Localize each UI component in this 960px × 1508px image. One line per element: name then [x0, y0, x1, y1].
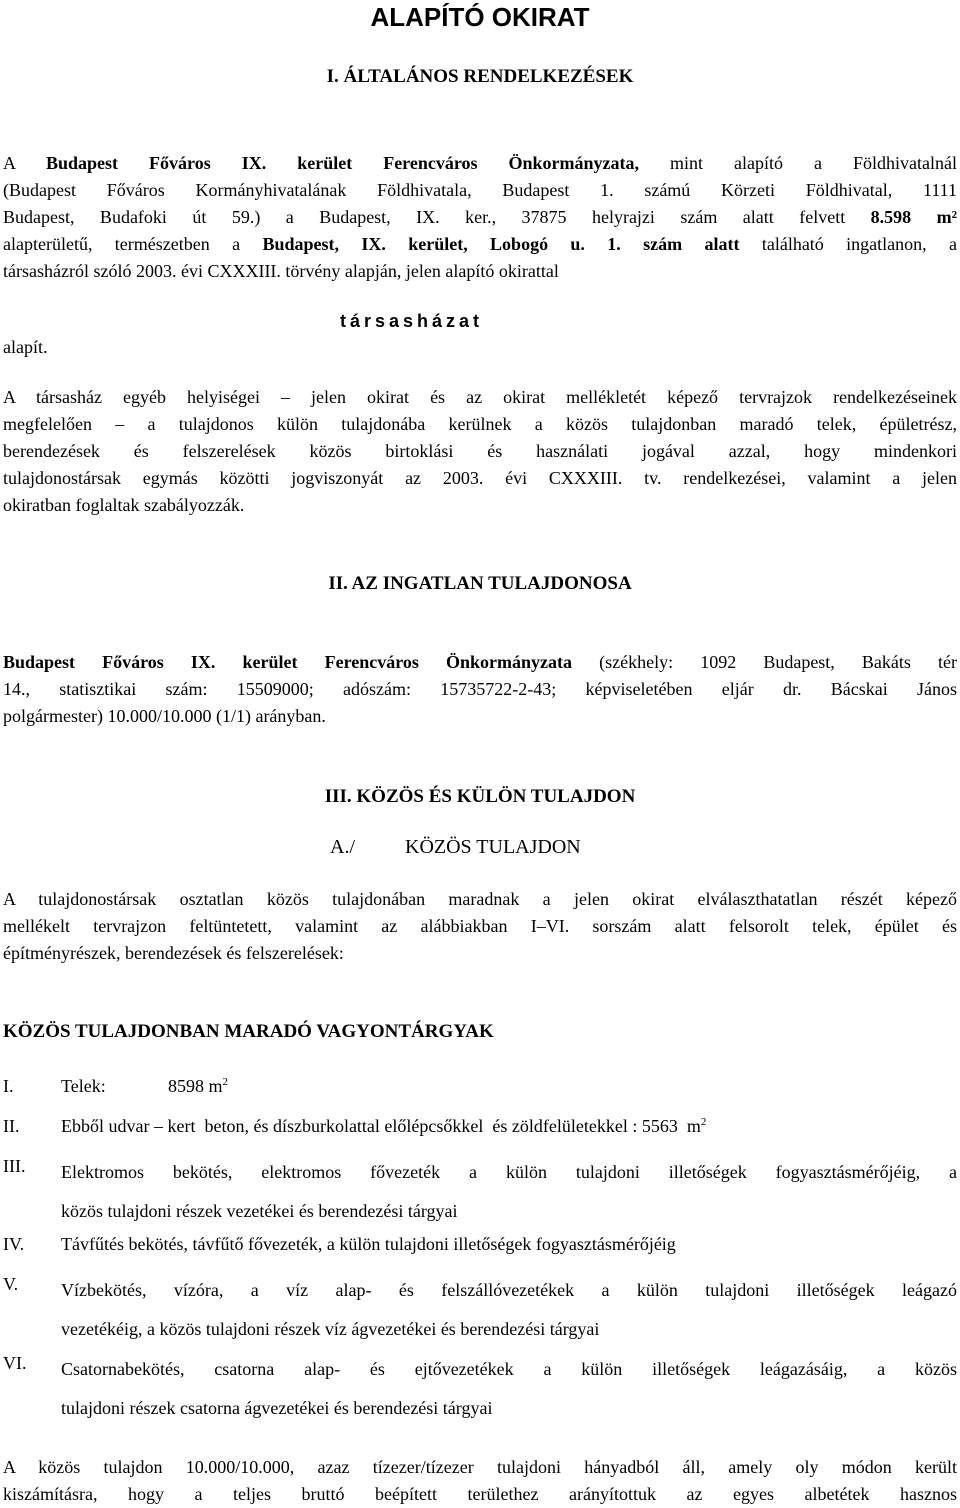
alapit-word: alapít. [3, 337, 48, 357]
para-line: társasházról szóló 2003. évi CXXXIII. törvény alapján, jelen alapító okirattal [3, 261, 559, 281]
item-number: IV. [3, 1234, 25, 1254]
final-paragraph [3, 1454, 957, 1508]
section-3-heading: III. KÖZÖS ÉS KÜLÖN TULAJDON [324, 786, 636, 807]
subsection-label: A./ [330, 836, 355, 858]
owner-name-bold: Budapest Főváros IX. kerület Ferencváros Önkormányzata, [46, 153, 640, 173]
para-line: berendezések és felszerelések közös birtoklási és használati jogával azzal, hogy mindenkori [3, 441, 957, 461]
para-line: (Budapest Főváros Kormányhivatalának Földhivatala, Budapest 1. számú Körzeti Földhivatal, 1111 [3, 180, 957, 200]
section-3-paragraph [3, 886, 957, 967]
para-line [3, 204, 957, 231]
list-item [3, 1271, 957, 1351]
list-heading: KÖZÖS TULAJDONBAN MARADÓ VAGYONTÁRGYAK [3, 1021, 494, 1042]
area-bold: 8.598 m² [870, 207, 957, 227]
address-bold: Budapest, IX. kerület, Lobogó u. 1. szám alatt [262, 234, 740, 254]
list-item [3, 1231, 957, 1258]
item-text [61, 1113, 706, 1140]
item-line: Távfűtés bekötés, távfűtő fővezeték, a külön tulajdoni illetőségek fogyasztásmérőjéig [61, 1234, 676, 1254]
superscript: 2 [700, 1116, 707, 1128]
tarsashazat-word: társasházat [340, 311, 484, 331]
para-line: építményrészek, berendezések és felszerelések: [3, 943, 344, 963]
para-line: A társasház egyéb helyiségei – jelen okirat és az okirat mellékletét képező tervrajzok rendelkezéseinek [3, 387, 957, 407]
text-run: Ebből udvar – kert beton, és díszburkolattal előlépcsőkkel és zöldfelületekkel : 5563 m [61, 1116, 701, 1136]
text-run: mint alapító a Földhivatalnál [639, 153, 957, 173]
item-value [168, 1073, 228, 1100]
item-line: tulajdoni részek csatorna ágvezetékei és berendezési tárgyai [61, 1398, 493, 1418]
text-run: A [3, 153, 47, 173]
superscript: 2 [222, 1076, 229, 1088]
text-run: alapterületű, természetben a [3, 234, 263, 254]
item-number: II. [3, 1116, 20, 1136]
item-line: Elektromos bekötés, elektromos fővezeték a külön tulajdoni illetőségek fogyasztásmérőjéig, a [61, 1162, 957, 1182]
subsection-title: KÖZÖS TULAJDON [405, 836, 581, 858]
item-text [61, 1153, 957, 1231]
item-text [61, 1271, 957, 1349]
item-number: III. [3, 1156, 26, 1176]
section-2-heading: II. AZ INGATLAN TULAJDONOSA [328, 573, 632, 594]
item-text [61, 1231, 957, 1258]
para-line: okiratban foglaltak szabályozzák. [3, 495, 245, 515]
item-text [61, 1350, 957, 1428]
para-line: tulajdonostársak egymás közötti jogviszonyát az 2003. évi CXXXIII. tv. rendelkezései, valamint a jelen [3, 468, 957, 488]
item-line: Csatornabekötés, csatorna alap- és ejtővezetékek a külön illetőségek leágazásáig, a közös [61, 1359, 957, 1379]
list-item [3, 1073, 957, 1100]
para-line: kiszámításra, hogy a teljes bruttó beépített területhez arányítottuk az egyes albetétek hasznos [3, 1484, 957, 1504]
list-item [3, 1350, 957, 1430]
item-number: V. [3, 1274, 19, 1294]
list-item [3, 1113, 957, 1140]
para-line [3, 649, 957, 676]
text-run: található ingatlanon, a [739, 234, 957, 254]
item-line: Vízbekötés, vízóra, a víz alap- és felszállóvezetékek a külön tulajdoni illetőségek leágazó [61, 1280, 957, 1300]
owner-name-bold: Budapest Főváros IX. kerület Ferencváros Önkormányzata [3, 652, 573, 672]
item-label: Telek: [61, 1076, 106, 1096]
list-item [3, 1153, 957, 1233]
text-run: (székhely: 1092 Budapest, Bakáts tér [572, 652, 957, 672]
document-title: ALAPÍTÓ OKIRAT [370, 2, 590, 32]
para-line: mellékelt tervrajzon feltüntetett, valamint az alábbiakban I–VI. sorszám alatt felsorolt telek, épület és [3, 916, 957, 936]
section-1-paragraph-2 [3, 384, 957, 519]
item-number: VI. [3, 1353, 27, 1373]
para-line [3, 231, 957, 258]
section-1-heading: I. ÁLTALÁNOS RENDELKEZÉSEK [326, 66, 634, 87]
text-run: Budapest, Budafoki út 59.) a Budapest, IX. ker., 37875 helyrajzi szám alatt felvett [3, 207, 871, 227]
item-line: közös tulajdoni részek vezetékei és berendezési tárgyai [61, 1201, 458, 1221]
para-line: A tulajdonostársak osztatlan közös tulajdonában maradnak a jelen okirat elválaszthatatlan részét képező [3, 889, 957, 909]
para-line [3, 150, 957, 177]
para-line: polgármester) 10.000/10.000 (1/1) arányban. [3, 706, 326, 726]
section-1-paragraph-1 [3, 150, 957, 285]
item-number: I. [3, 1076, 14, 1096]
para-line: A közös tulajdon 10.000/10.000, azaz tízezer/tízezer tulajdoni hányadból áll, amely oly módon került [3, 1457, 957, 1477]
section-2-paragraph [3, 649, 957, 730]
para-line: 14., statisztikai szám: 15509000; adószám: 15735722-2-43; képviseletében eljár dr. Bácskai János [3, 679, 957, 699]
item-line: vezetékéig, a közös tulajdoni részek víz ágvezetékei és berendezési tárgyai [61, 1319, 600, 1339]
value-text: 8598 m [168, 1076, 223, 1096]
para-line: megfelelően – a tulajdonos külön tulajdonába kerülnek a közös tulajdonban maradó telek, épületrész, [3, 414, 957, 434]
